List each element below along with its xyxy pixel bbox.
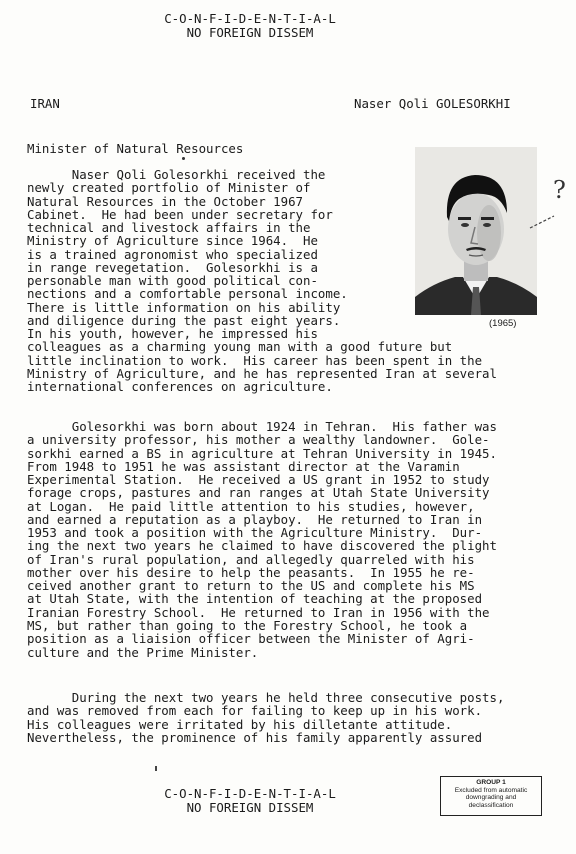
text-line: of Iran's rural population, and allegedly quarreled with his (27, 551, 475, 567)
stray-dot-mark (182, 157, 185, 160)
text-line: is a trained agronomist who specialized (27, 246, 318, 262)
text-line: newly created portfolio of Minister of (27, 180, 311, 196)
position-title: Minister of Natural Resources (27, 141, 244, 156)
text-line: at Utah State, with the intention of teaching at the proposed (27, 591, 483, 607)
stamp-line: GROUP 1 (476, 779, 506, 786)
text-line: technical and livestock affairs in the (27, 220, 311, 236)
text-line: in range revegetation. Golesorkhi is a (27, 259, 318, 275)
text-line: and was removed from each for failing to keep up in his work. (27, 703, 483, 719)
text-line: culture and the Prime Minister. (27, 644, 259, 660)
text-line: Natural Resources in the October 1967 (27, 193, 304, 209)
footer-dissem-line: NO FOREIGN DISSEM (186, 799, 314, 815)
margin-question-mark: ? (553, 176, 566, 204)
text-line: Iranian Forestry School. He returned to Iran in 1956 with the (27, 604, 490, 620)
text-line: In his youth, however, he impressed his (27, 326, 318, 342)
text-line: Experimental Station. He received a US grant in 1952 to study (27, 472, 490, 488)
text-line: and diligence during the past eight years. (27, 312, 341, 328)
paragraph-1 (27, 168, 557, 394)
stray-tick-mark (155, 766, 157, 771)
photo-caption: (1965) (489, 318, 517, 329)
text-line: little inclination to work. His career has been spent in the (27, 352, 483, 368)
text-line: nections and a comfortable personal income. (27, 286, 348, 302)
stamp-line: declassification (468, 801, 514, 809)
text-line: ceived another grant to return to the US and complete his MS (27, 578, 475, 594)
text-line: at Logan. He paid little attention to his studies, however, (27, 498, 475, 514)
text-line: Nevertheless, the prominence of his family apparently assured (27, 729, 483, 745)
subject-name: Naser Qoli GOLESORKHI (354, 96, 511, 111)
text-line: mother over his desire to help the peasants. In 1955 he re- (27, 564, 475, 580)
footer-classification (0, 787, 500, 814)
text-line: ing the next two years he claimed to have discovered the plight (27, 538, 497, 554)
text-line: and earned a reputation as a playboy. He returned to Iran in (27, 511, 483, 527)
text-line: a university professor, his mother a wealthy landowner. Gole- (27, 432, 490, 448)
text-line: position as a liaision officer between the Minister of Agri- (27, 631, 475, 647)
text-line: MS, but rather than going to the Forestry School, he took a (27, 617, 468, 633)
text-line: Golesorkhi was born about 1924 in Tehran. His father was (27, 419, 497, 434)
header-classification-title: C-O-N-F-I-D-E-N-T-I-A-L (164, 11, 336, 26)
text-line: From 1948 to 1951 he was assistant director at the Varamin (27, 458, 460, 474)
text-line: His colleagues were irritated by his dilletante attitude. (27, 716, 453, 732)
header-dissem-line: NO FOREIGN DISSEM (186, 24, 314, 40)
text-line: international conferences on agriculture. (27, 379, 333, 395)
text-line: Naser Qoli Golesorkhi received the (27, 167, 326, 182)
text-line: 1953 and took a position with the Agriculture Ministry. Dur- (27, 525, 483, 541)
text-line: sorkhi earned a BS in agriculture at Tehran University in 1945. (27, 445, 497, 461)
stamp-line: downgrading and (465, 794, 517, 802)
text-line: There is little information on his ability (27, 299, 341, 315)
footer-classification-title: C-O-N-F-I-D-E-N-T-I-A-L (164, 786, 336, 801)
paragraph-2 (27, 420, 557, 659)
text-line: forage crops, pastures and ran ranges at Utah State University (27, 485, 490, 501)
text-line: colleagues as a charming young man with a good future but (27, 339, 453, 355)
text-line: Ministry of Agriculture, and he has represented Iran at several (27, 365, 497, 381)
text-line: During the next two years he held three consecutive posts, (27, 690, 505, 705)
text-line: personable man with good political con- (27, 273, 318, 289)
text-line: Cabinet. He had been under secretary for (27, 206, 333, 222)
stamp-line: Excluded from automatic (454, 786, 528, 794)
country-label: IRAN (30, 96, 60, 111)
paragraph-3 (27, 691, 557, 744)
header-classification (0, 12, 500, 39)
group-1-declassification-stamp (440, 776, 542, 816)
text-line: Ministry of Agriculture since 1964. He (27, 233, 318, 249)
